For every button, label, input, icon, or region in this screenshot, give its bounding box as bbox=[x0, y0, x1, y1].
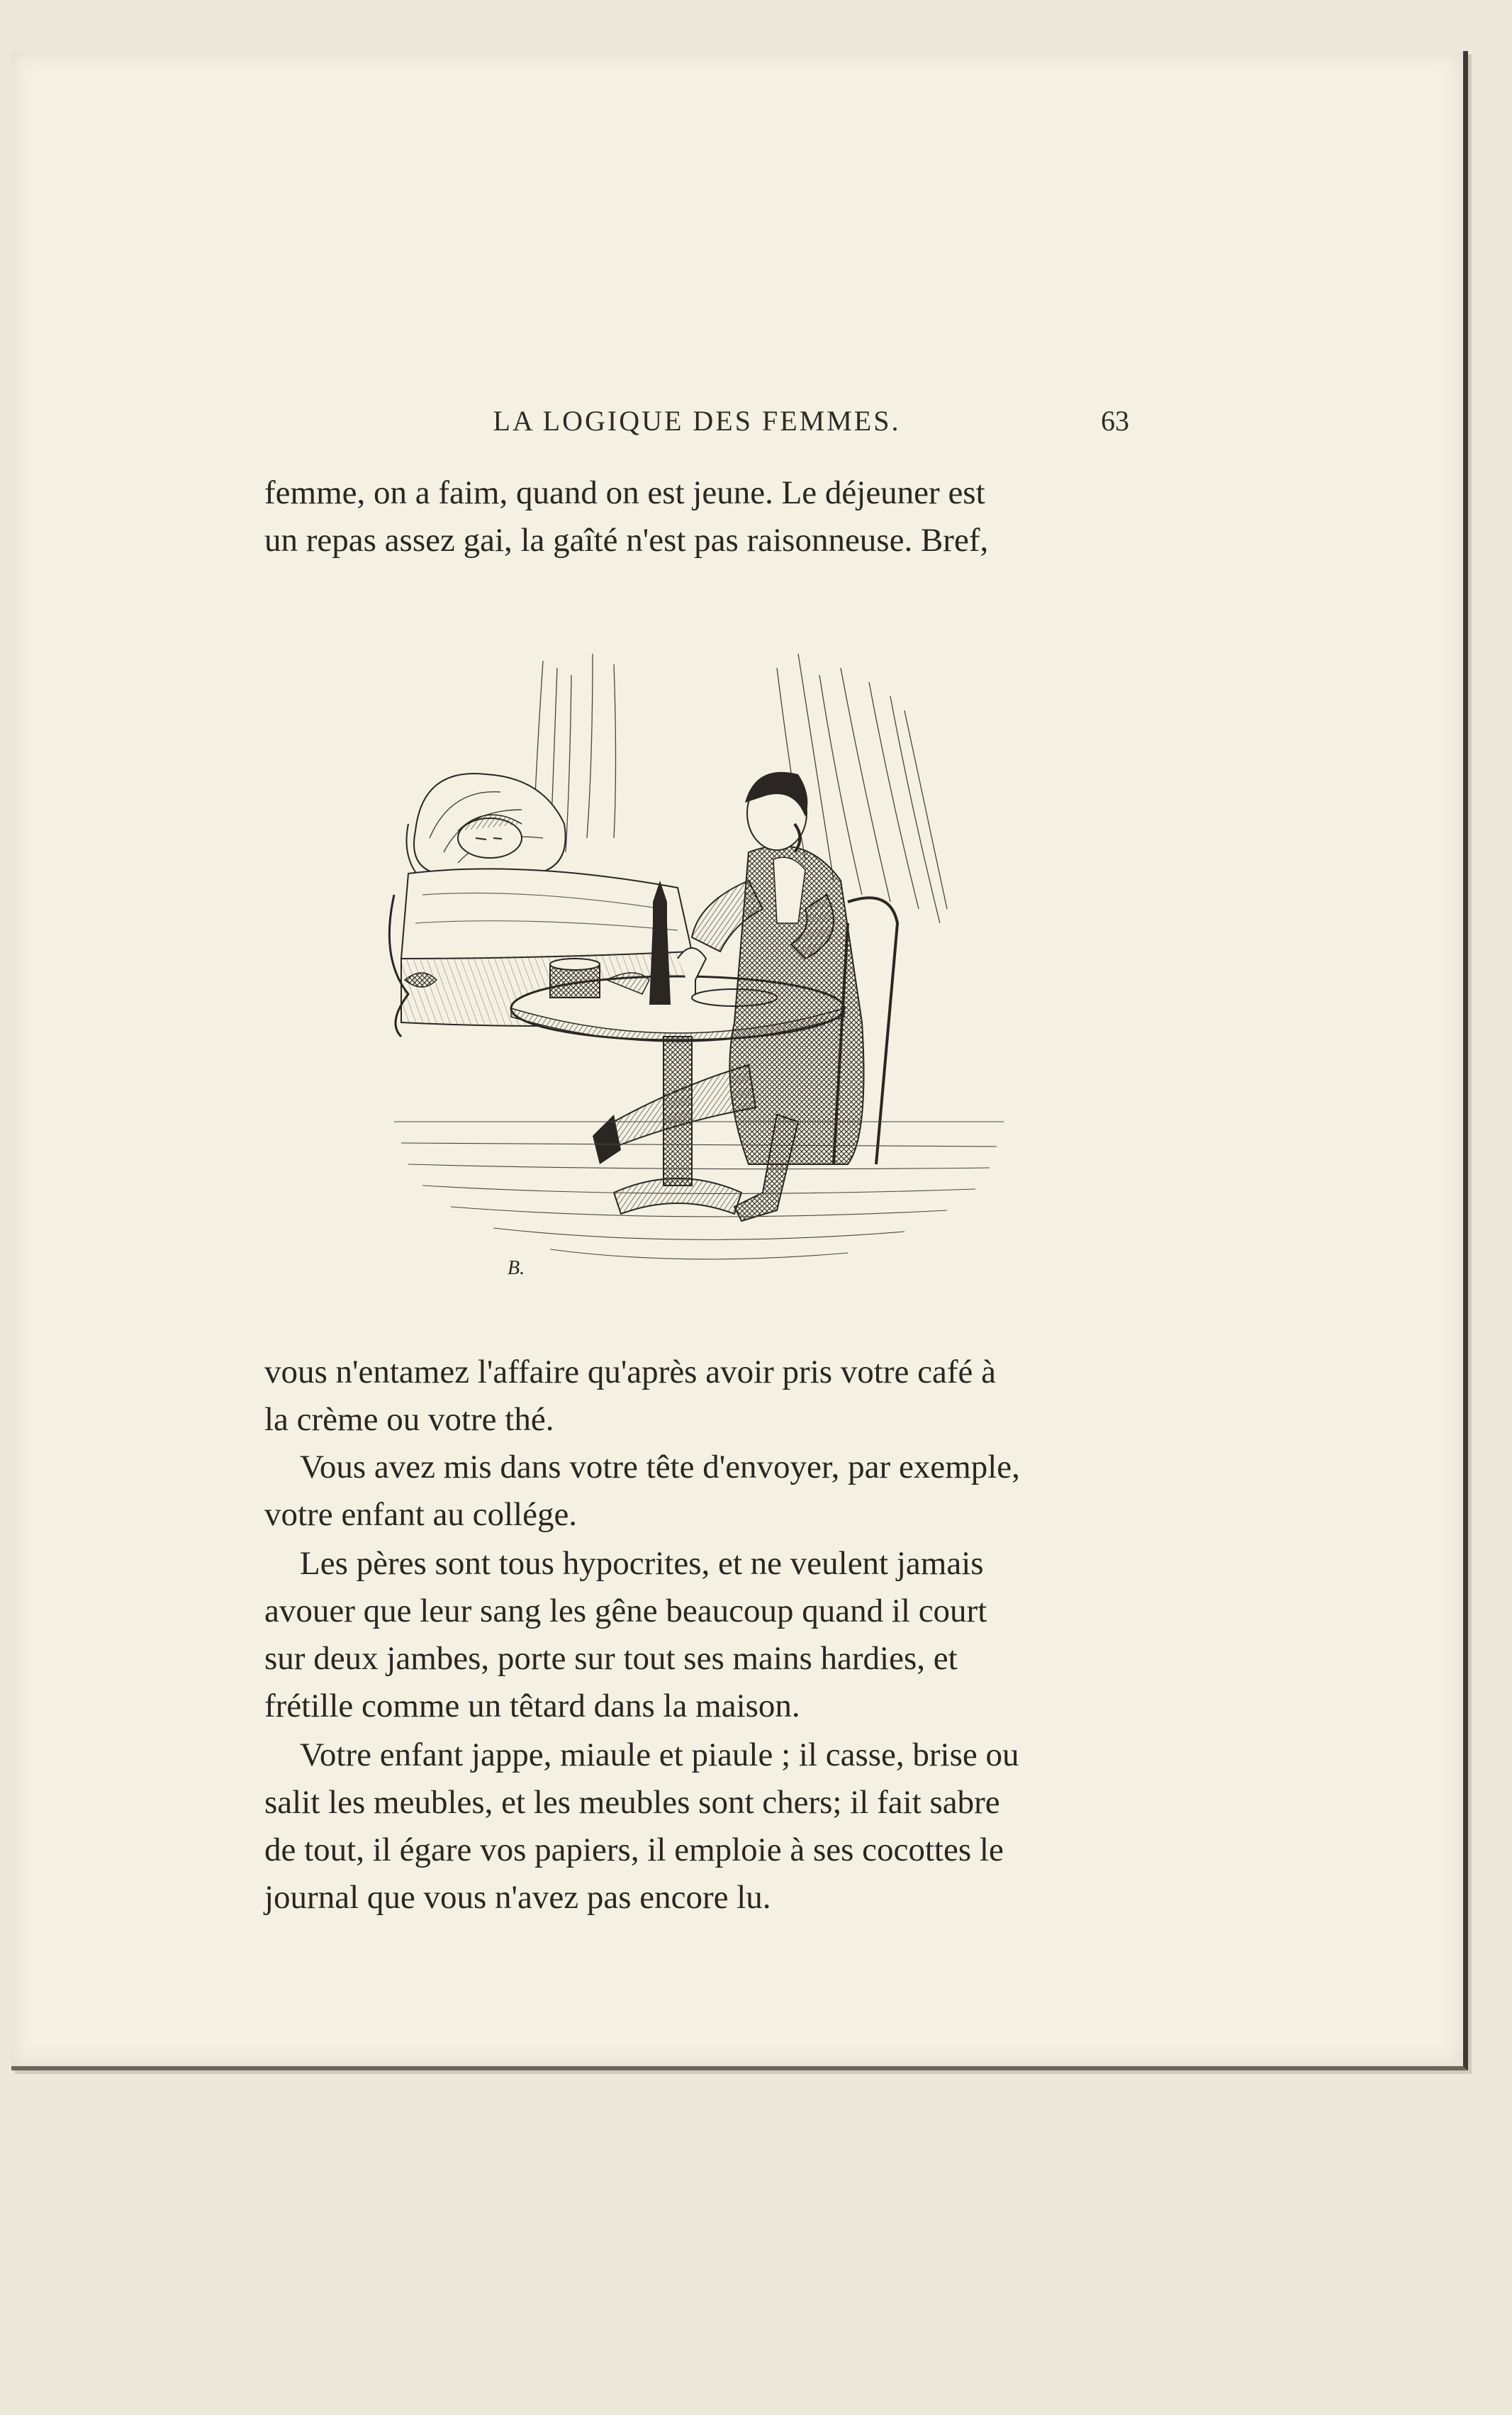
paragraph-line: journal que vous n'avez pas encore lu. bbox=[264, 1879, 771, 1916]
paragraph-line: avouer que leur sang les gêne beaucoup quand il court bbox=[264, 1593, 987, 1629]
paragraph-line: sur deux jambes, porte sur tout ses mains hardies, et bbox=[264, 1640, 958, 1677]
paragraph-line: un repas assez gai, la gaîté n'est pas raisonneuse. Bref, bbox=[264, 522, 989, 559]
paragraph-line: Votre enfant jappe, miaule et piaule ; il casse, brise ou bbox=[300, 1736, 1019, 1773]
engraver-signature: B. bbox=[508, 1257, 525, 1279]
paragraph-line: Vous avez mis dans votre tête d'envoyer, par exemple, bbox=[300, 1449, 1020, 1485]
paragraph-4 bbox=[264, 1540, 1126, 1730]
engraving-illustration bbox=[380, 625, 1018, 1285]
paragraph-line: salit les meubles, et les meubles sont chers; il fait sabre bbox=[264, 1784, 1000, 1821]
paragraph-line: vous n'entamez l'affaire qu'après avoir pris votre café à bbox=[264, 1354, 996, 1390]
paragraph-1 bbox=[264, 469, 1126, 564]
paragraph-line: votre enfant au collége. bbox=[264, 1496, 578, 1533]
paragraph-line: de tout, il égare vos papiers, il emploie à ses cocottes le bbox=[264, 1831, 1004, 1868]
paragraph-2 bbox=[264, 1349, 1126, 1444]
paragraph-5 bbox=[264, 1731, 1126, 1922]
page-number: 63 bbox=[1101, 405, 1129, 437]
running-head-title: LA LOGIQUE DES FEMMES. bbox=[493, 405, 901, 437]
book-page bbox=[11, 51, 1468, 2070]
paragraph-line: Les pères sont tous hypocrites, et ne veulent jamais bbox=[300, 1545, 984, 1582]
breakfast-scene-engraving bbox=[380, 625, 1018, 1285]
paragraph-3 bbox=[264, 1444, 1126, 1539]
paragraph-line: frétille comme un têtard dans la maison. bbox=[264, 1688, 800, 1724]
paragraph-line: la crème ou votre thé. bbox=[264, 1401, 554, 1438]
running-head bbox=[264, 404, 1129, 447]
paragraph-line: femme, on a faim, quand on est jeune. Le déjeuner est bbox=[264, 474, 985, 511]
